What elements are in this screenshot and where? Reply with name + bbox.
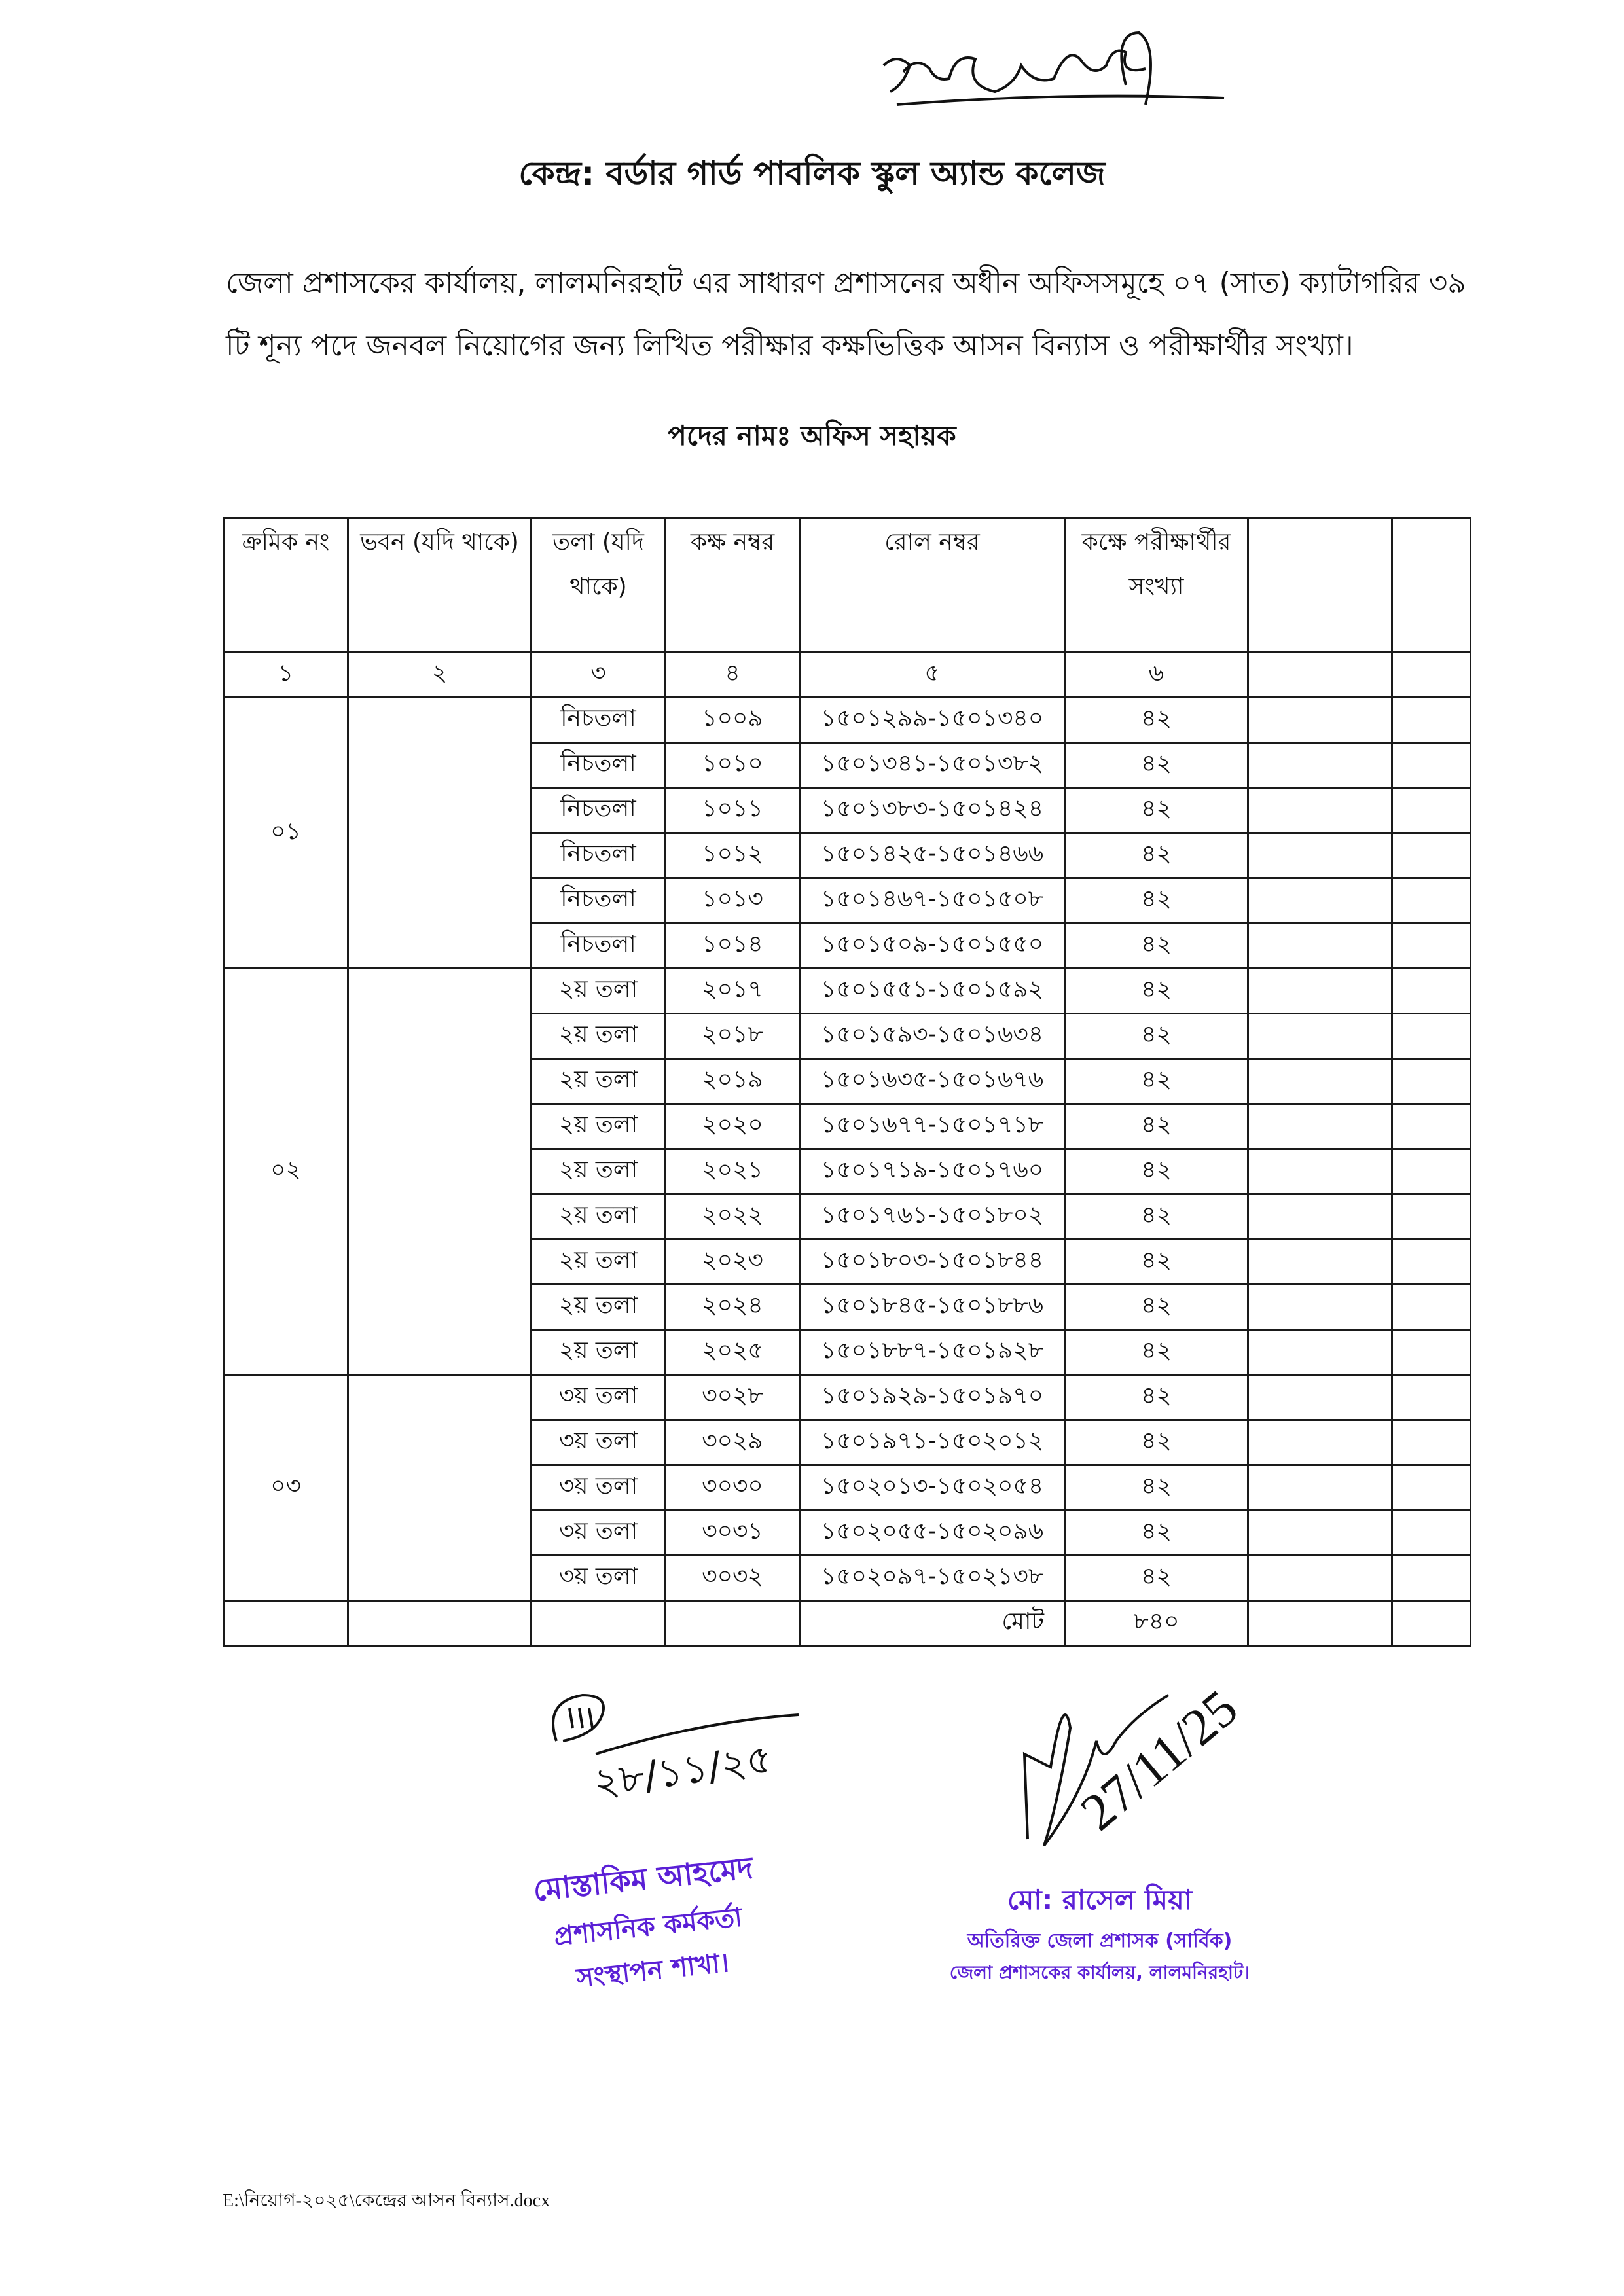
examinee-count-cell: ৪২: [1065, 1420, 1248, 1465]
empty-cell: [1248, 1104, 1392, 1149]
empty-cell: [1392, 924, 1471, 969]
serial-cell: ০১: [224, 698, 348, 969]
empty-cell: [1392, 1014, 1471, 1059]
col-header-room: কক্ষ নম্বর: [666, 518, 800, 653]
floor-cell: ২য় তলা: [532, 1014, 666, 1059]
floor-cell: নিচতলা: [532, 924, 666, 969]
room-cell: ১০১২: [666, 833, 800, 878]
stamp-right-title: অতিরিক্ত জেলা প্রশাসক (সার্বিক): [967, 1929, 1233, 1952]
floor-cell: ২য় তলা: [532, 1104, 666, 1149]
examinee-count-cell: ৪২: [1065, 1375, 1248, 1420]
roll-range-cell: ১৫০১৬৭৭-১৫০১৭১৮: [800, 1104, 1065, 1149]
empty-cell: [1248, 1375, 1392, 1420]
empty-cell: [1248, 878, 1392, 924]
floor-cell: ৩য় তলা: [532, 1420, 666, 1465]
empty-cell: [1248, 1014, 1392, 1059]
examinee-count-cell: ৪২: [1065, 1240, 1248, 1285]
empty-cell: [666, 1601, 800, 1646]
empty-cell: [1392, 1104, 1471, 1149]
col-header-roll: রোল নম্বর: [800, 518, 1065, 653]
room-cell: ২০১৮: [666, 1014, 800, 1059]
roll-range-cell: ১৫০১৪৬৭-১৫০১৫০৮: [800, 878, 1065, 924]
room-cell: ১০১৪: [666, 924, 800, 969]
floor-cell: ২য় তলা: [532, 1285, 666, 1330]
col-header-blank-8: [1392, 518, 1471, 653]
col-header-floor: তলা (যদি থাকে): [532, 518, 666, 653]
total-value: ৮৪০: [1065, 1601, 1248, 1646]
room-cell: ২০১৯: [666, 1059, 800, 1104]
serial-cell: ০৩: [224, 1375, 348, 1601]
total-label: মোট: [800, 1601, 1065, 1646]
roll-range-cell: ১৫০১৬৩৫-১৫০১৬৭৬: [800, 1059, 1065, 1104]
examinee-count-cell: ৪২: [1065, 1014, 1248, 1059]
empty-cell: [1392, 1556, 1471, 1601]
roll-range-cell: ১৫০১৯২৯-১৫০১৯৭০: [800, 1375, 1065, 1420]
empty-cell: [1392, 1059, 1471, 1104]
empty-cell: [1248, 1465, 1392, 1511]
intro-paragraph: জেলা প্রশাসকের কার্যালয়, লালমনিরহাট এর সাধারণ প্রশাসনের অধীন অফিসসমূহে ০৭ (সাত) ক্যাটাগরির ৩৯ টি শূন্য পদে জনবল নিয়োগের জন্য লিখিত পরীক্ষার কক্ষভিত্তিক আসন বিন্যাস ও পরীক্ষার্থীর সংখ্যা।: [226, 266, 1466, 363]
floor-cell: ২য় তলা: [532, 1240, 666, 1285]
examinee-count-cell: ৪২: [1065, 1556, 1248, 1601]
roll-range-cell: ১৫০১৭৬১-১৫০১৮০২: [800, 1194, 1065, 1240]
empty-cell: [1392, 1375, 1471, 1420]
floor-cell: ৩য় তলা: [532, 1465, 666, 1511]
examinee-count-cell: ৪২: [1065, 1285, 1248, 1330]
col-number: ২: [348, 653, 532, 698]
examinee-count-cell: ৪২: [1065, 1194, 1248, 1240]
roll-range-cell: ১৫০২০১৩-১৫০২০৫৪: [800, 1465, 1065, 1511]
table-row: [224, 969, 1471, 1014]
room-cell: ৩০২৯: [666, 1420, 800, 1465]
col-number: [1392, 653, 1471, 698]
signature-left: [537, 1682, 812, 1833]
floor-cell: ২য় তলা: [532, 1059, 666, 1104]
col-header-blank-7: [1248, 518, 1392, 653]
empty-cell: [1392, 698, 1471, 743]
col-header-building: ভবন (যদি থাকে): [348, 518, 532, 653]
examinee-count-cell: ৪২: [1065, 698, 1248, 743]
floor-cell: ৩য় তলা: [532, 1511, 666, 1556]
roll-range-cell: ১৫০২০৫৫-১৫০২০৯৬: [800, 1511, 1065, 1556]
empty-cell: [1392, 1420, 1471, 1465]
stamp-left-name: মোস্তাকিম আহমেদ: [531, 1850, 755, 1909]
empty-cell: [1392, 878, 1471, 924]
empty-cell: [1248, 1601, 1392, 1646]
empty-cell: [1248, 1285, 1392, 1330]
empty-cell: [1392, 833, 1471, 878]
floor-cell: ২য় তলা: [532, 1149, 666, 1194]
svg-text:27/11/25: 27/11/25: [1070, 1679, 1249, 1842]
empty-cell: [1248, 1420, 1392, 1465]
empty-cell: [1392, 788, 1471, 833]
exam-center-title: কেন্দ্র: বর্ডার গার্ড পাবলিক স্কুল অ্যান্ড কলেজ: [518, 154, 1106, 192]
room-cell: ৩০৩১: [666, 1511, 800, 1556]
stamp-left: [497, 1842, 799, 2009]
room-cell: ১০১০: [666, 743, 800, 788]
examinee-count-cell: ৪২: [1065, 1104, 1248, 1149]
roll-range-cell: ১৫০১৩৪১-১৫০১৩৮২: [800, 743, 1065, 788]
roll-range-cell: ১৫০১৫৫১-১৫০১৫৯২: [800, 969, 1065, 1014]
building-cell: [348, 698, 532, 969]
handwritten-correction-note: [871, 26, 1237, 111]
roll-range-cell: ১৫০১৩৮৩-১৫০১৪২৪: [800, 788, 1065, 833]
room-cell: ১০১৩: [666, 878, 800, 924]
examinee-count-cell: ৪২: [1065, 743, 1248, 788]
floor-cell: নিচতলা: [532, 833, 666, 878]
roll-range-cell: ১৫০১৯৭১-১৫০২০১২: [800, 1420, 1065, 1465]
col-number: ৫: [800, 653, 1065, 698]
roll-range-cell: ১৫০১৪২৫-১৫০১৪৬৬: [800, 833, 1065, 878]
col-number: [1248, 653, 1392, 698]
examinee-count-cell: ৪২: [1065, 1149, 1248, 1194]
table-row: [224, 698, 1471, 743]
room-cell: ২০২১: [666, 1149, 800, 1194]
col-number: ৪: [666, 653, 800, 698]
floor-cell: ৩য় তলা: [532, 1375, 666, 1420]
roll-range-cell: ১৫০১৮০৩-১৫০১৮৪৪: [800, 1240, 1065, 1285]
examinee-count-cell: ৪২: [1065, 924, 1248, 969]
empty-cell: [1248, 969, 1392, 1014]
room-cell: ৩০৩২: [666, 1556, 800, 1601]
empty-cell: [1248, 743, 1392, 788]
floor-cell: নিচতলা: [532, 698, 666, 743]
roll-range-cell: ১৫০২০৯৭-১৫০২১৩৮: [800, 1556, 1065, 1601]
room-cell: ২০১৭: [666, 969, 800, 1014]
examinee-count-cell: ৪২: [1065, 1330, 1248, 1375]
svg-text:সংশোধনী: সংশোধনী: [871, 26, 873, 27]
empty-cell: [1248, 833, 1392, 878]
examinee-count-cell: ৪২: [1065, 878, 1248, 924]
stamp-left-office: সংস্থাপন শাখা।: [575, 1947, 731, 1994]
signature-right: [1015, 1662, 1322, 1859]
col-number: ৬: [1065, 653, 1248, 698]
floor-cell: ২য় তলা: [532, 1194, 666, 1240]
table-header-row: [224, 518, 1471, 653]
room-cell: ৩০২৮: [666, 1375, 800, 1420]
empty-cell: [1248, 1511, 1392, 1556]
empty-cell: [1248, 1059, 1392, 1104]
examinee-count-cell: ৪২: [1065, 969, 1248, 1014]
room-cell: ২০২০: [666, 1104, 800, 1149]
room-cell: ২০২৪: [666, 1285, 800, 1330]
empty-cell: [1248, 924, 1392, 969]
empty-cell: [532, 1601, 666, 1646]
svg-text:২৮/১১/২৫: ২৮/১১/২৫: [590, 1736, 775, 1806]
examinee-count-cell: ৪২: [1065, 1059, 1248, 1104]
roll-range-cell: ১৫০১৫০৯-১৫০১৫৫০: [800, 924, 1065, 969]
roll-range-cell: ১৫০১৭১৯-১৫০১৭৬০: [800, 1149, 1065, 1194]
column-number-row: [224, 653, 1471, 698]
floor-cell: ২য় তলা: [532, 969, 666, 1014]
room-cell: ২০২৫: [666, 1330, 800, 1375]
floor-cell: নিচতলা: [532, 788, 666, 833]
empty-cell: [1392, 1511, 1471, 1556]
empty-cell: [1392, 1285, 1471, 1330]
empty-cell: [1392, 1330, 1471, 1375]
roll-range-cell: ১৫০১২৯৯-১৫০১৩৪০: [800, 698, 1065, 743]
floor-cell: ৩য় তলা: [532, 1556, 666, 1601]
table-row: [224, 1375, 1471, 1420]
col-number: ৩: [532, 653, 666, 698]
empty-cell: [1392, 743, 1471, 788]
empty-cell: [1248, 1330, 1392, 1375]
empty-cell: [1248, 1240, 1392, 1285]
col-header-count: কক্ষে পরীক্ষার্থীর সংখ্যা: [1065, 518, 1248, 653]
stamp-left-title: প্রশাসনিক কর্মকর্তা: [552, 1902, 744, 1952]
empty-cell: [1392, 1194, 1471, 1240]
roll-range-cell: ১৫০১৮৮৭-১৫০১৯২৮: [800, 1330, 1065, 1375]
empty-cell: [348, 1601, 532, 1646]
post-name-title: পদের নামঃ অফিস সহায়ক: [668, 420, 956, 452]
building-cell: [348, 1375, 532, 1601]
empty-cell: [1248, 698, 1392, 743]
floor-cell: নিচতলা: [532, 743, 666, 788]
room-cell: ১০০৯: [666, 698, 800, 743]
stamp-right-office: জেলা প্রশাসকের কার্যালয়, লালমনিরহাট।: [949, 1962, 1250, 1983]
empty-cell: [1392, 969, 1471, 1014]
empty-cell: [1248, 1149, 1392, 1194]
building-cell: [348, 969, 532, 1375]
stamp-right: [943, 1878, 1257, 1989]
examinee-count-cell: ৪২: [1065, 1465, 1248, 1511]
room-cell: ৩০৩০: [666, 1465, 800, 1511]
empty-cell: [1392, 1149, 1471, 1194]
total-row: [224, 1601, 1471, 1646]
empty-cell: [1392, 1601, 1471, 1646]
empty-cell: [1248, 788, 1392, 833]
stamp-right-name: মো: রাসেল মিয়া: [1007, 1884, 1193, 1916]
empty-cell: [1248, 1556, 1392, 1601]
empty-cell: [1392, 1240, 1471, 1285]
serial-cell: ০২: [224, 969, 348, 1375]
col-header-serial: ক্রমিক নং: [224, 518, 348, 653]
empty-cell: [224, 1601, 348, 1646]
empty-cell: [1392, 1465, 1471, 1511]
col-number: ১: [224, 653, 348, 698]
seat-groups: [224, 698, 1471, 1601]
footer-file-path: E:\নিয়োগ-২০২৫\কেন্দ্রের আসন বিন্যাস.docx: [223, 2191, 550, 2211]
room-cell: ২০২২: [666, 1194, 800, 1240]
roll-range-cell: ১৫০১৫৯৩-১৫০১৬৩৪: [800, 1014, 1065, 1059]
room-cell: ১০১১: [666, 788, 800, 833]
empty-cell: [1248, 1194, 1392, 1240]
examinee-count-cell: ৪২: [1065, 833, 1248, 878]
examinee-count-cell: ৪২: [1065, 1511, 1248, 1556]
room-cell: ২০২৩: [666, 1240, 800, 1285]
seat-plan-table: [223, 517, 1471, 1647]
floor-cell: নিচতলা: [532, 878, 666, 924]
floor-cell: ২য় তলা: [532, 1330, 666, 1375]
examinee-count-cell: ৪২: [1065, 788, 1248, 833]
roll-range-cell: ১৫০১৮৪৫-১৫০১৮৮৬: [800, 1285, 1065, 1330]
